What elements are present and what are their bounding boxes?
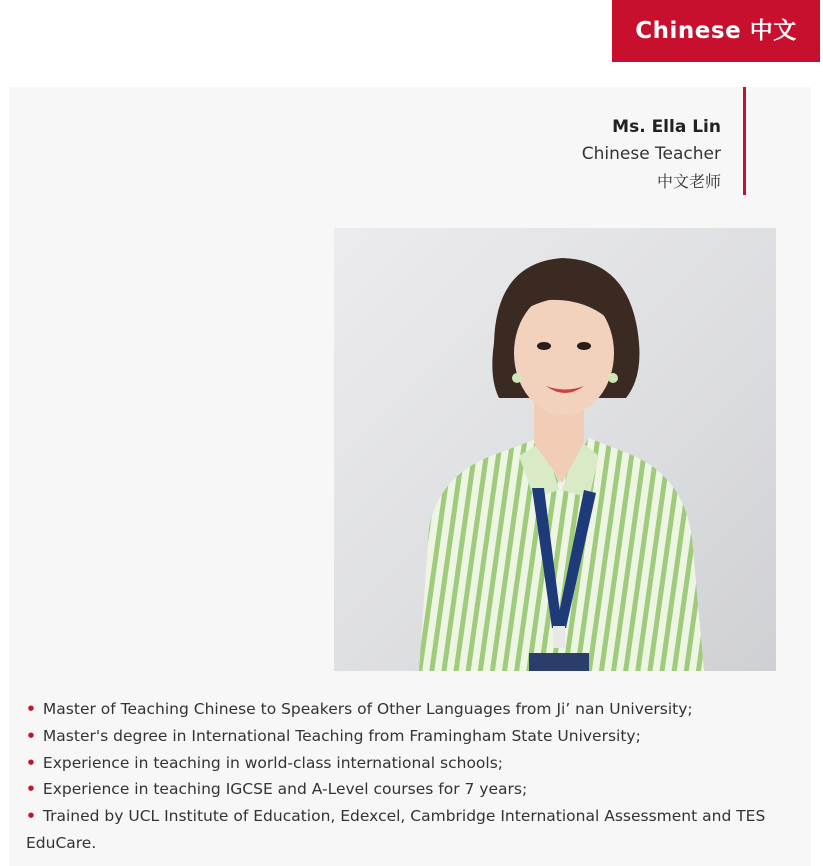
qualification-text: Master's degree in International Teaching from Framingham State University; xyxy=(42,726,641,745)
language-tab: Chinese 中文 xyxy=(612,0,820,62)
list-item xyxy=(26,803,766,857)
list-item xyxy=(26,723,766,750)
teacher-title-chinese: 中文老师 xyxy=(656,172,721,191)
list-item xyxy=(26,750,766,777)
teacher-name-block xyxy=(582,87,746,195)
bullet-icon: • xyxy=(26,700,36,718)
qualification-list xyxy=(26,696,766,857)
bullet-icon: • xyxy=(26,753,36,772)
teacher-photo xyxy=(334,228,776,671)
qualification-text: Master of Teaching Chinese to Speakers of Other Languages from Ji’ nan University; xyxy=(42,700,693,718)
bullet-icon: • xyxy=(26,726,36,745)
qualification-text: Experience in teaching IGCSE and A-Level courses for 7 years; xyxy=(42,780,528,799)
bullet-icon: • xyxy=(26,780,36,799)
teacher-name: Ms. Ella Lin xyxy=(612,117,721,137)
portrait-photo-icon xyxy=(334,228,776,671)
qualification-text: Experience in teaching in world-class international schools; xyxy=(42,753,504,772)
teacher-profile-panel xyxy=(9,87,811,866)
list-item xyxy=(26,696,766,723)
teacher-title-english: Chinese Teacher xyxy=(581,144,721,164)
list-item xyxy=(26,776,766,803)
qualification-text: Trained by UCL Institute of Education, Edexcel, Cambridge International Assessment and TES EduCare. xyxy=(26,807,766,852)
bullet-icon: • xyxy=(26,807,36,826)
